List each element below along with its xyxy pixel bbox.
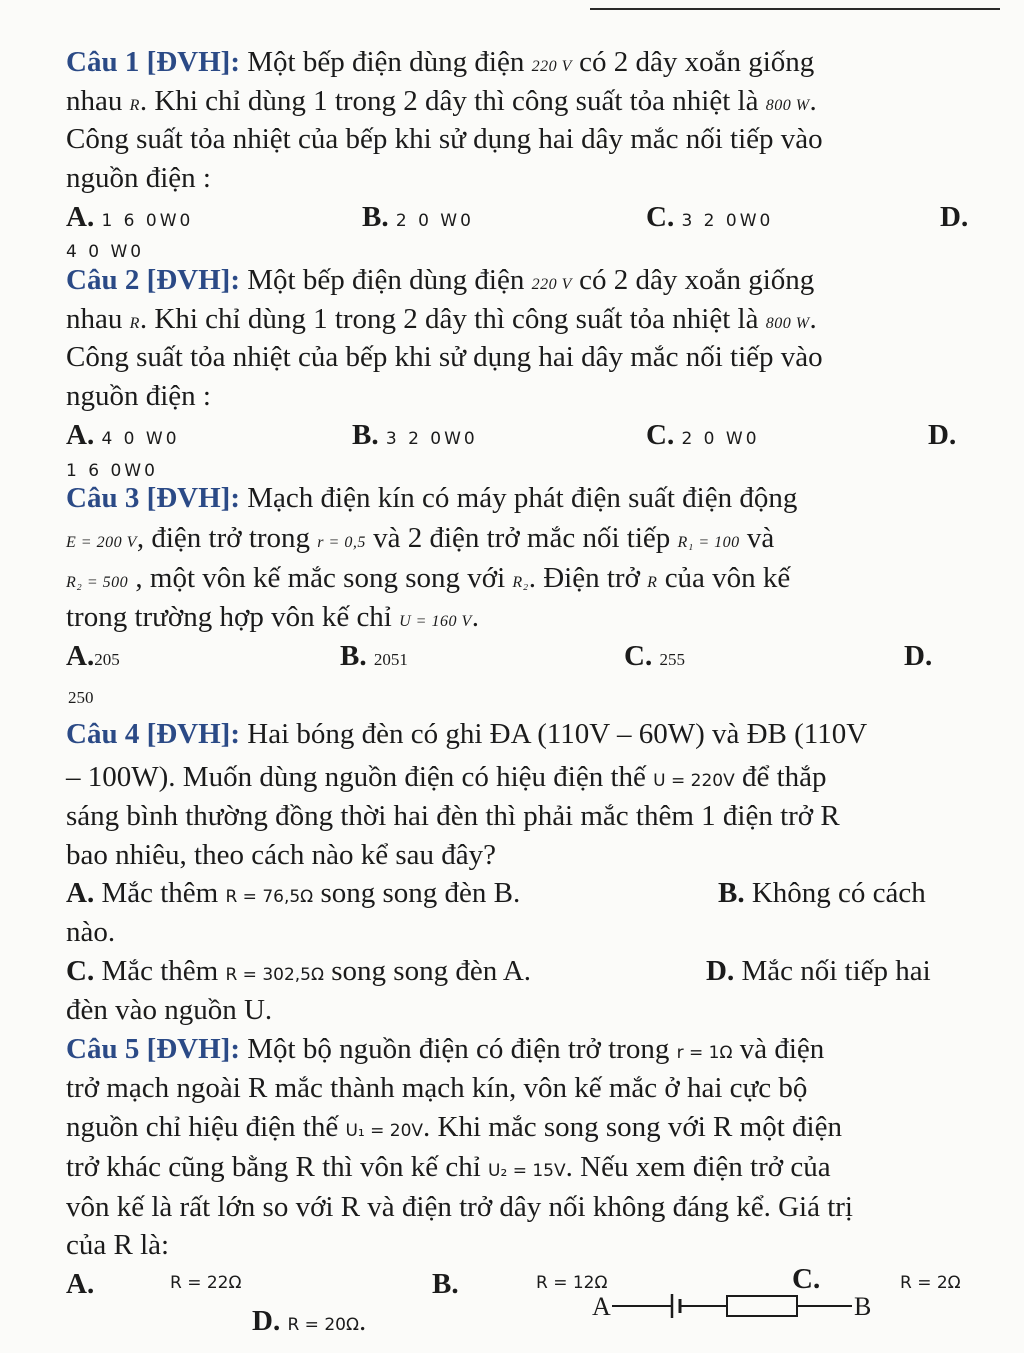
q2-header: Câu 2 [ĐVH]: (66, 264, 240, 296)
q5-option-a-label[interactable]: A. (66, 1268, 95, 1300)
q3-option-d-value: 250 (68, 688, 94, 707)
q4-option-b-cont: nào. (66, 916, 116, 948)
q4-line-4: bao nhiêu, theo cách nào kể sau đây? (66, 839, 496, 871)
q5-option-b-value: R = 12Ω (536, 1273, 608, 1293)
q2-option-b[interactable]: B. 3 2 0W0 (352, 419, 478, 451)
q5-line-2: trở mạch ngoài R mắc thành mạch kín, vôn kế mắc ở hai cực bộ (66, 1072, 808, 1104)
q4-option-b[interactable]: B. Không có cách (718, 877, 926, 909)
circuit-label-a: A (592, 1292, 611, 1321)
q4-line-3: sáng bình thường đồng thời hai đèn thì phải mắc thêm 1 điện trở R (66, 800, 840, 832)
q5-option-c-value: R = 2Ω (900, 1273, 961, 1293)
q3-option-d[interactable]: D. (904, 640, 933, 672)
q4-option-d[interactable]: D. Mắc nối tiếp hai (706, 955, 931, 987)
q2-line-1: Câu 2 [ĐVH]: Một bếp điện dùng điện 220 V có 2 dây xoắn giống (66, 264, 815, 296)
q1-option-c[interactable]: C. 3 2 0W0 (646, 201, 774, 233)
q5-option-c-label[interactable]: C. (792, 1263, 821, 1295)
q5-line-3: nguồn chỉ hiệu điện thế U₁ = 20V. Khi mắc song song với R một điện (66, 1111, 842, 1143)
q3-line-4: trong trường hợp vôn kế chỉ U = 160 V. (66, 601, 479, 633)
q4-option-d-cont: đèn vào nguồn U. (66, 994, 273, 1026)
q4-line-1: Câu 4 [ĐVH]: Hai bóng đèn có ghi ĐA (110V – 60W) và ĐB (110V (66, 718, 868, 750)
q1-option-b[interactable]: B. 2 0 W0 (362, 201, 474, 233)
q5-option-d[interactable]: D. R = 20Ω. (252, 1305, 367, 1337)
q5-header: Câu 5 [ĐVH]: (66, 1033, 240, 1065)
q1-option-d[interactable]: D. (940, 201, 969, 233)
q5-line-1: Câu 5 [ĐVH]: Một bộ nguồn điện có điện trở trong r = 1Ω và điện (66, 1033, 825, 1065)
q2-option-a[interactable]: A. 4 0 W0 (66, 419, 180, 451)
q5-line-5: vôn kế là rất lớn so với R và điện trở dây nối không đáng kể. Giá trị (66, 1191, 853, 1223)
q5-option-b-label[interactable]: B. (432, 1268, 459, 1300)
q1-option-d-value: 4 0 W0 (66, 242, 145, 262)
q3-line-3: R₂ = 500 , một vôn kế mắc song song với R₂. Điện trở R của vôn kế (66, 562, 791, 594)
circuit-diagram (592, 1282, 892, 1332)
q3-header: Câu 3 [ĐVH]: (66, 482, 240, 514)
q1-header: Câu 1 [ĐVH]: (66, 46, 240, 78)
q1-line-4: nguồn điện : (66, 162, 211, 194)
q2-line-3: Công suất tỏa nhiệt của bếp khi sử dụng hai dây mắc nối tiếp vào (66, 341, 823, 373)
q2-option-c[interactable]: C. 2 0 W0 (646, 419, 760, 451)
circuit-label-b: B (854, 1292, 872, 1321)
q4-header: Câu 4 [ĐVH]: (66, 718, 240, 750)
q3-option-a[interactable]: A.205 (66, 640, 120, 672)
q4-option-c[interactable]: C. Mắc thêm R = 302,5Ω song song đèn A. (66, 955, 532, 987)
q1-line-3: Công suất tỏa nhiệt của bếp khi sử dụng hai dây mắc nối tiếp vào (66, 123, 823, 155)
q1-line-2: nhau R. Khi chỉ dùng 1 trong 2 dây thì công suất tỏa nhiệt là 800 W. (66, 85, 817, 117)
q3-option-b[interactable]: B. 2051 (340, 640, 408, 672)
resistor-icon (727, 1296, 797, 1316)
q2-option-d-value: 1 6 0W0 (66, 461, 158, 481)
q5-line-4: trở khác cũng bằng R thì vôn kế chỉ U₂ = 15V. Nếu xem điện trở của (66, 1151, 831, 1183)
q3-line-2: E = 200 V, điện trở trong r = 0,5 và 2 điện trở mắc nối tiếp R₁ = 100 và (66, 522, 775, 554)
q3-line-1: Câu 3 [ĐVH]: Mạch điện kín có máy phát điện suất điện động (66, 482, 798, 514)
q4-option-a[interactable]: A. Mắc thêm R = 76,5Ω song song đèn B. (66, 877, 521, 909)
q3-option-c[interactable]: C. 255 (624, 640, 685, 672)
q5-option-a-value: R = 22Ω (170, 1273, 242, 1293)
q2-option-d[interactable]: D. (928, 419, 957, 451)
q1-option-a[interactable]: A. 1 6 0W0 (66, 201, 194, 233)
q2-line-4: nguồn điện : (66, 380, 211, 412)
q5-line-6: của R là: (66, 1229, 170, 1261)
q4-line-2: – 100W). Muốn dùng nguồn điện có hiệu điện thế U = 220V để thắp (66, 761, 827, 793)
q2-line-2: nhau R. Khi chỉ dùng 1 trong 2 dây thì công suất tỏa nhiệt là 800 W. (66, 303, 817, 335)
q1-line-1: Câu 1 [ĐVH]: Một bếp điện dùng điện 220 V có 2 dây xoắn giống (66, 46, 815, 78)
